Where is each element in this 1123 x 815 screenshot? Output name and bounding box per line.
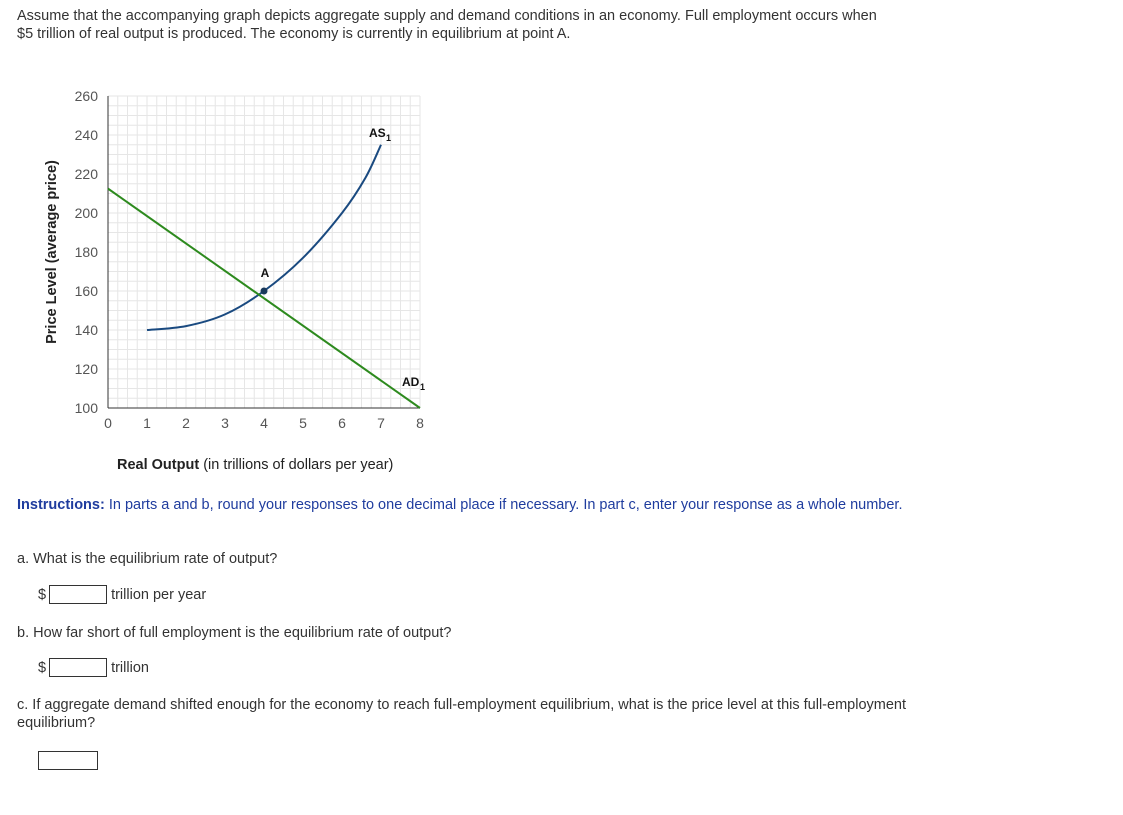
x-tick-label: 4: [260, 415, 268, 431]
answer-b-row: [38, 658, 149, 677]
currency-symbol: $: [38, 659, 47, 676]
intro-line-1: Assume that the accompanying graph depicts aggregate supply and demand conditions in an economy. Full employment occurs when: [17, 8, 877, 24]
problem-intro: [17, 7, 977, 43]
question-c: c. If aggregate demand shifted enough for the economy to reach full-employment equilibrium, what is the price level at this full-employment equilibrium?: [17, 697, 906, 731]
y-axis-label: Price Level (average price): [44, 160, 60, 344]
series-as-label-subscript: 1: [386, 132, 392, 143]
y-tick-label: 140: [74, 322, 98, 338]
answer-a-row: [38, 585, 206, 604]
y-tick-label: 260: [74, 88, 98, 104]
series-ad-label: AD: [402, 375, 420, 389]
question-a: a. What is the equilibrium rate of output?: [17, 551, 278, 567]
y-tick-label: 240: [74, 127, 98, 143]
x-tick-label: 8: [416, 415, 424, 431]
as-ad-chart: [0, 80, 470, 440]
y-tick-label: 120: [74, 361, 98, 377]
y-tick-label: 220: [74, 166, 98, 182]
instructions-prefix: Instructions:: [17, 497, 105, 513]
series-as-label: AS: [369, 125, 386, 140]
answer-a-input[interactable]: [49, 585, 107, 604]
answer-b-unit: trillion: [111, 659, 149, 676]
answer-b-input[interactable]: [49, 658, 107, 677]
x-tick-label: 6: [338, 415, 346, 431]
x-tick-label: 3: [221, 415, 229, 431]
series-ad-label-subscript: 1: [420, 382, 426, 392]
intro-line-2: $5 trillion of real output is produced. The economy is currently in equilibrium at point A.: [17, 26, 571, 42]
y-tick-label: 160: [74, 283, 98, 299]
answer-c-row: [38, 751, 98, 770]
x-tick-label: 2: [182, 415, 190, 431]
x-tick-label: 5: [299, 415, 307, 431]
equilibrium-point-label: A: [260, 266, 270, 280]
question-b: b. How far short of full employment is the equilibrium rate of output?: [17, 625, 452, 641]
y-tick-label: 200: [74, 205, 98, 221]
answer-c-input[interactable]: [38, 751, 98, 770]
currency-symbol: $: [38, 586, 47, 603]
instructions: [17, 496, 947, 514]
x-tick-label: 1: [143, 415, 151, 431]
answer-a-unit: trillion per year: [111, 586, 207, 603]
x-axis-label-bold: Real Output: [117, 457, 200, 473]
y-tick-label: 180: [74, 244, 98, 260]
instructions-text: In parts a and b, round your responses to one decimal place if necessary. In part c, enter your response as a whole number.: [104, 497, 903, 513]
y-tick-label: 100: [74, 400, 98, 416]
x-tick-label: 0: [104, 415, 112, 431]
x-axis-label-rest: (in trillions of dollars per year): [199, 457, 394, 473]
equilibrium-point: [261, 288, 268, 295]
x-axis-label: [117, 457, 393, 473]
x-tick-label: 7: [377, 415, 385, 431]
